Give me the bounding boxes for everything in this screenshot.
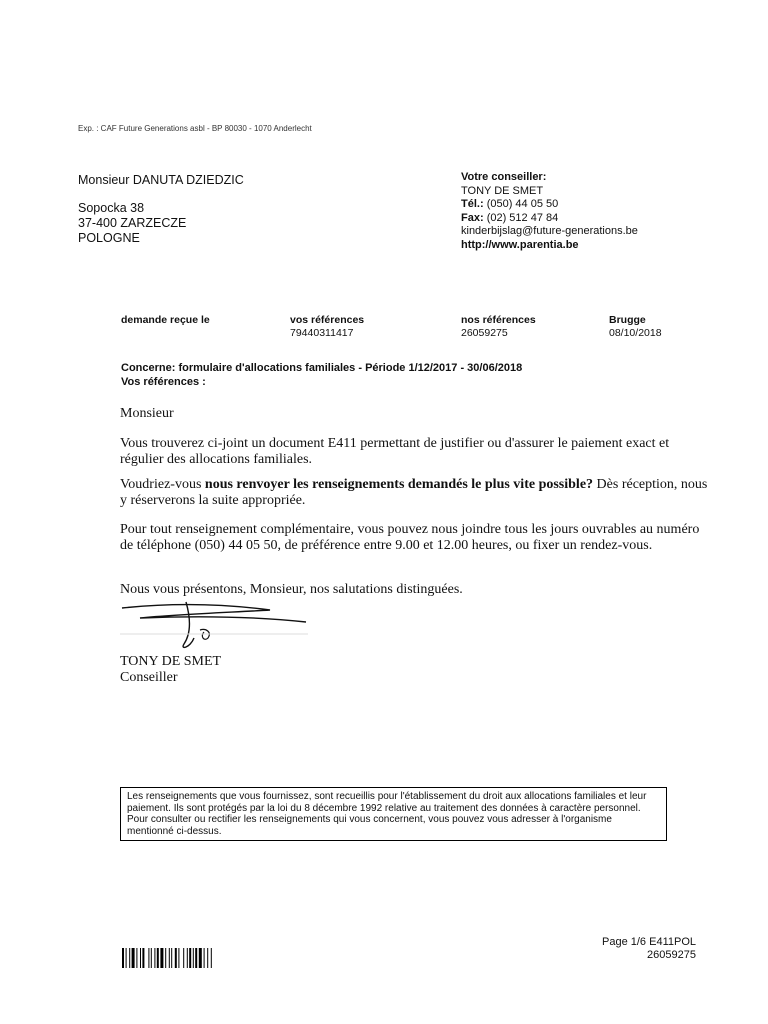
advisor-name: TONY DE SMET bbox=[461, 184, 544, 197]
page-number: Page 1/6 E411POL bbox=[602, 936, 696, 948]
advisor-tel-label: Tél.: bbox=[461, 198, 484, 210]
signer-title: Conseiller bbox=[120, 670, 178, 685]
sender-line: Exp. : CAF Future Generations asbl - BP 80030 - 1070 Anderlecht bbox=[78, 124, 312, 133]
subject-vos-refs: Vos références : bbox=[121, 375, 206, 388]
paragraph-2-end: Dès réception, nous y réserverons la suite appropriée. bbox=[120, 477, 708, 508]
advisor-block bbox=[461, 171, 638, 252]
date: 08/10/2018 bbox=[609, 327, 662, 339]
footer-ref: 26059275 bbox=[647, 949, 696, 961]
recipient-street: Sopocka 38 bbox=[78, 201, 145, 215]
paragraph-3: Pour tout renseignement complémentaire, vous pouvez nous joindre tous les jours ouvrables au numéro de téléphone (050) 44 05 50, de préférence entre 9.00 et 12.00 heures, ou fixer un rendez-vous. bbox=[120, 522, 700, 553]
received-column bbox=[121, 314, 210, 327]
advisor-email: kinderbijslag@future-generations.be bbox=[461, 225, 638, 237]
paragraph-2 bbox=[120, 477, 710, 509]
advisor-fax: (02) 512 47 84 bbox=[486, 211, 559, 224]
your-ref-column bbox=[290, 314, 364, 340]
your-ref-label: vos références bbox=[290, 314, 365, 326]
subject-block bbox=[121, 362, 522, 389]
page-footer bbox=[602, 936, 696, 962]
your-ref-value: 79440311417 bbox=[290, 327, 354, 339]
recipient-name: Monsieur DANUTA DZIEDZIC bbox=[78, 173, 244, 187]
barcode-image bbox=[122, 948, 254, 968]
paragraph-1: Vous trouverez ci-joint un document E411 permettant de justifier ou d'assurer le paiement exact et régulier des allocations familiales. bbox=[120, 436, 670, 467]
paragraph-2-bold: nous renvoyer les renseignements demandés le plus vite possible? bbox=[204, 477, 594, 492]
received-label: demande reçue le bbox=[121, 314, 210, 326]
advisor-tel: (050) 44 05 50 bbox=[486, 198, 559, 210]
place: Brugge bbox=[609, 314, 646, 326]
our-ref-column bbox=[461, 314, 536, 340]
our-ref-value: 26059275 bbox=[461, 327, 508, 339]
recipient-address bbox=[78, 173, 244, 246]
closing: Nous vous présentons, Monsieur, nos salutations distinguées. bbox=[120, 582, 463, 597]
recipient-city: 37-400 ZARZECZE bbox=[78, 216, 187, 230]
advisor-heading: Votre conseiller: bbox=[461, 171, 547, 183]
signature-image bbox=[120, 598, 308, 654]
signer-name: TONY DE SMET bbox=[120, 654, 222, 669]
salutation: Monsieur bbox=[120, 406, 174, 421]
advisor-website: http://www.parentia.be bbox=[461, 238, 579, 251]
paragraph-2-start: Voudriez-vous bbox=[120, 477, 205, 492]
privacy-notice: Les renseignements que vous fournissez, sont recueillis pour l'établissement du droit aux allocations familiales et leur paiement. Ils sont protégés par la loi du 8 décembre 1992 relative au traitement des données à caractère personnel. Pour consulter ou rectifier les renseignements qui vous concernent, vous pouvez vous adresser à l'organisme mentionné ci-dessus. bbox=[120, 787, 667, 841]
recipient-country: POLOGNE bbox=[78, 231, 140, 245]
place-date-column bbox=[609, 314, 662, 340]
our-ref-label: nos références bbox=[461, 314, 536, 326]
advisor-fax-label: Fax: bbox=[461, 211, 484, 224]
signer-block bbox=[120, 654, 710, 686]
subject-concerne: Concerne: formulaire d'allocations familiales - Période 1/12/2017 - 30/06/2018 bbox=[121, 362, 523, 374]
